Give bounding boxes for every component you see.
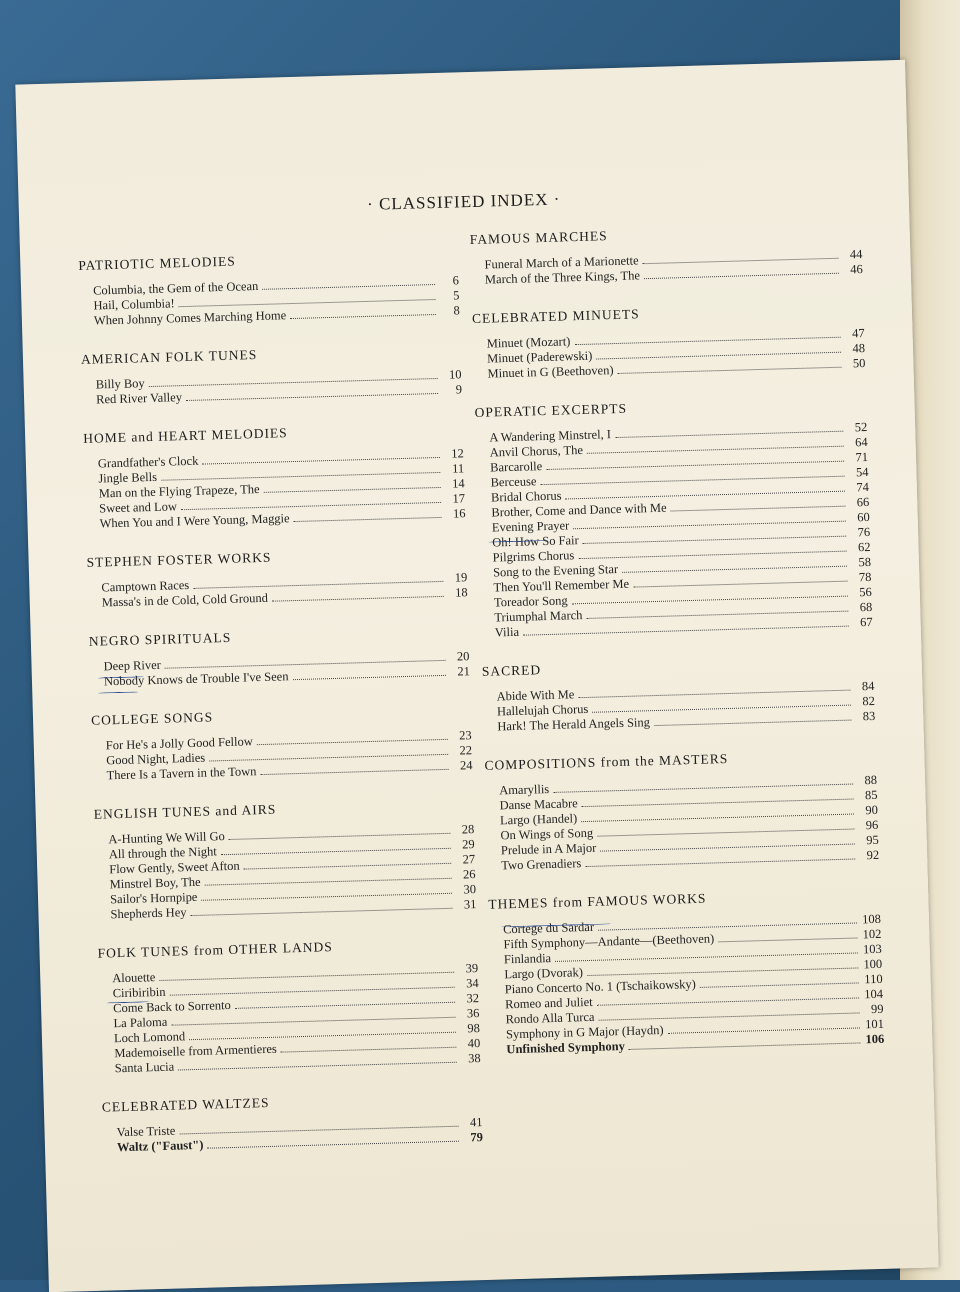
entry-page-number: 60 <box>857 509 870 525</box>
entry-page-number: 106 <box>865 1031 885 1047</box>
entry-page-number: 27 <box>462 852 476 867</box>
entry-title: Minuet in G (Beethoven) <box>487 363 614 381</box>
entry-page-number: 28 <box>461 822 475 837</box>
dot-leader <box>523 626 849 636</box>
entry-page-number: 66 <box>856 494 870 510</box>
entry-title: Good Night, Ladies <box>106 750 206 768</box>
dot-leader <box>294 517 442 522</box>
entry-title: Red River Valley <box>95 390 183 407</box>
dot-leader <box>618 367 842 374</box>
entry-title: Danse Macabre <box>499 796 578 813</box>
entry-title: Cortege du Sardar <box>502 919 595 937</box>
entry-page-number: 11 <box>451 461 465 476</box>
entry-title: Evening Prayer <box>491 518 570 535</box>
dot-leader <box>293 675 446 680</box>
entry-title: Finlandia <box>503 951 552 967</box>
entry-page-number: 20 <box>456 649 470 664</box>
entry-page-number: 30 <box>463 882 477 897</box>
entry-page-number: 103 <box>862 941 882 957</box>
entry-title: Camptown Races <box>101 578 190 595</box>
right-column <box>470 221 886 1081</box>
entry-page-number: 76 <box>857 524 871 540</box>
entry-title: La Paloma <box>113 1014 168 1031</box>
entry-title: Nobody Knows de Trouble I've Seen <box>103 669 289 689</box>
entry-title: Hail, Columbia! <box>93 296 175 313</box>
entry-title: Shepherds Hey <box>110 905 187 922</box>
entry-title: Columbia, the Gem of the Ocean <box>92 278 259 298</box>
entry-page-number: 31 <box>463 897 477 912</box>
entry-page-number: 102 <box>862 926 882 942</box>
dot-leader <box>644 273 839 279</box>
entry-title: Two Grenadiers <box>501 856 582 873</box>
entry-page-number: 40 <box>467 1036 481 1051</box>
book-page <box>15 60 938 1292</box>
section-title: STEPHEN FOSTER WORKS <box>86 549 272 570</box>
entry-page-number: 79 <box>470 1130 484 1145</box>
entry-title: Santa Lucia <box>114 1059 175 1076</box>
section-title: OPERATIC EXCERPTS <box>474 400 628 420</box>
entry-page-number: 9 <box>455 382 463 397</box>
section-celebrated-waltzes <box>102 1089 483 1156</box>
section-celebrated-minuets <box>472 300 866 382</box>
entry-page-number: 104 <box>864 986 884 1002</box>
dot-leader <box>260 769 448 775</box>
entry-title: All through the Night <box>108 844 217 862</box>
entry-page-number: 83 <box>862 708 876 724</box>
entry-title: Grandfather's Clock <box>97 453 199 471</box>
entry-page-number: 32 <box>466 991 480 1006</box>
entry-page-number: 29 <box>462 837 475 852</box>
section-title: HOME and HEART MELODIES <box>83 425 288 446</box>
entry-title: Berceuse <box>490 474 537 490</box>
section-title: SACRED <box>481 662 542 679</box>
section-american-folk-tunes <box>81 341 462 408</box>
entry-page-number: 56 <box>859 584 873 600</box>
entry-page-number: 12 <box>451 446 464 461</box>
dot-leader <box>272 596 444 602</box>
entry-title: Then You'll Remember Me <box>493 576 630 595</box>
entry-title: Symphony in G Major (Haydn) <box>505 1022 664 1042</box>
entry-page-number: 54 <box>855 464 869 480</box>
entry-page-number: 22 <box>459 743 473 758</box>
entry-page-number: 95 <box>866 832 879 848</box>
section-english-tunes-and-airs <box>94 796 477 923</box>
entry-page-number: 23 <box>458 728 472 743</box>
entry-page-number: 88 <box>864 772 878 788</box>
entry-title: Song to the Evening Star <box>492 562 619 580</box>
entry-page-number: 92 <box>866 847 880 863</box>
entry-page-number: 50 <box>852 356 866 371</box>
entry-title: Mademoiselle from Armentieres <box>114 1041 277 1061</box>
entry-title: Barcarolle <box>489 459 543 475</box>
entry-title: On Wings of Song <box>500 825 594 843</box>
entry-title: Hallelujah Chorus <box>496 701 589 719</box>
entry-title: March of the Three Kings, The <box>484 268 641 287</box>
entry-title: Minuet (Mozart) <box>486 334 571 351</box>
entry-page-number: 6 <box>452 273 460 288</box>
section-title: FOLK TUNES from OTHER LANDS <box>97 939 333 961</box>
entry-page-number: 84 <box>861 678 875 694</box>
entry-title: For He's a Jolly Good Fellow <box>105 734 253 753</box>
section-compositions-from-the-masters <box>484 747 879 874</box>
entry-page-number: 21 <box>457 664 471 679</box>
entry-title: Man on the Flying Trapeze, The <box>98 482 260 501</box>
entry-title: Oh! How So Fair <box>492 533 579 550</box>
entry-title: Brother, Come and Dance with Me <box>491 500 667 520</box>
entry-title: Jingle Bells <box>98 469 158 486</box>
entry-page-number: 67 <box>859 614 873 630</box>
entry-page-number: 74 <box>856 479 870 495</box>
entry-page-number: 78 <box>858 569 872 585</box>
left-column <box>78 247 484 1178</box>
section-operatic-excerpts <box>474 394 872 641</box>
entry-title: Prelude in A Major <box>500 840 597 858</box>
entry-title: Minstrel Boy, The <box>109 874 201 892</box>
entry-page-number: 10 <box>448 367 462 382</box>
entry-title: Abide With Me <box>496 687 575 704</box>
entry-title: Sailor's Hornpipe <box>109 889 198 907</box>
section-title: NEGRO SPIRITUALS <box>88 629 232 649</box>
page-title <box>19 180 909 225</box>
entry-page-number: 5 <box>452 288 460 303</box>
entry-page-number: 36 <box>466 1006 480 1021</box>
section-college-songs <box>91 702 473 784</box>
entry-page-number: 16 <box>452 506 466 521</box>
section-title: THEMES from FAMOUS WORKS <box>488 890 707 912</box>
dot-leader <box>191 908 453 916</box>
entry-title: Fifth Symphony—Andante—(Beethoven) <box>503 931 715 952</box>
dot-leader <box>654 720 851 727</box>
dot-leader <box>178 1062 457 1071</box>
entry-title: Sweet and Low <box>98 499 178 516</box>
entry-title: Triumphal March <box>494 608 583 625</box>
section-folk-tunes-from-other-lands <box>97 935 481 1077</box>
entry-page-number: 17 <box>452 491 466 506</box>
section-title: PATRIOTIC MELODIES <box>78 253 236 273</box>
entry-page-number: 82 <box>862 693 876 709</box>
entry-title: Valse Triste <box>116 1123 176 1140</box>
entry-page-number: 68 <box>859 599 873 615</box>
section-title: ENGLISH TUNES and AIRS <box>93 801 277 822</box>
entry-title: A Wandering Minstrel, I <box>489 427 612 445</box>
entry-title: Bridal Chorus <box>490 488 562 505</box>
entry-title: Hark! The Herald Angels Sing <box>497 715 651 734</box>
entry-page-number: 14 <box>451 476 465 491</box>
title-text: CLASSIFIED INDEX <box>378 189 549 214</box>
entry-title: Loch Lomond <box>113 1029 186 1046</box>
entry-title: When You and I Were Young, Maggie <box>99 511 290 531</box>
entry-page-number: 41 <box>469 1115 483 1130</box>
entry-page-number: 90 <box>865 802 879 818</box>
entry-title: A-Hunting We Will Go <box>108 829 226 847</box>
entry-title: Largo (Dvorak) <box>504 965 584 982</box>
entry-page-number: 19 <box>454 570 468 585</box>
dot-leader <box>629 1042 860 1049</box>
entry-title: When Johnny Comes Marching Home <box>93 308 287 328</box>
entry-page-number: 99 <box>870 1001 884 1017</box>
entry-page-number: 48 <box>852 341 866 356</box>
entry-title: Deep River <box>103 657 162 674</box>
dot-leader <box>290 314 436 319</box>
entry-page-number: 34 <box>465 976 479 991</box>
entry-title: Rondo Alla Turca <box>505 1009 595 1027</box>
section-sacred <box>482 653 876 735</box>
entry-title: Unfinished Symphony <box>506 1039 626 1057</box>
entry-page-number: 18 <box>454 585 468 600</box>
entry-page-number: 110 <box>864 971 883 987</box>
section-home-and-heart-melodies <box>83 420 466 532</box>
entry-title: Piano Concerto No. 1 (Tschaikowsky) <box>504 977 696 997</box>
entry-page-number: 85 <box>864 787 878 803</box>
entry-page-number: 62 <box>857 539 871 555</box>
entry-title: Alouette <box>112 970 156 986</box>
section-stephen-foster-works <box>86 544 467 611</box>
entry-title: Come Back to Sorrento <box>112 998 231 1016</box>
dot-leader <box>208 1141 459 1149</box>
entry-page-number: 100 <box>863 956 883 972</box>
section-famous-marches <box>470 221 863 288</box>
entry-title: Amaryllis <box>499 782 550 798</box>
section-title: COLLEGE SONGS <box>90 709 214 728</box>
entry-title: Vilia <box>494 624 520 640</box>
entry-title: Funeral March of a Marionette <box>484 253 639 272</box>
section-title: AMERICAN FOLK TUNES <box>80 347 258 367</box>
entry-title: Ciribiribin <box>112 984 166 1001</box>
dot-leader <box>186 393 438 401</box>
entry-page-number: 101 <box>864 1016 885 1032</box>
dot-leader <box>718 937 857 942</box>
entry-page-number: 44 <box>849 247 863 262</box>
title-dash-right: · <box>548 189 561 209</box>
dot-leader <box>700 982 859 987</box>
section-themes-from-famous-works <box>488 886 884 1058</box>
entry-page-number: 24 <box>459 758 473 773</box>
section-title: CELEBRATED MINUETS <box>471 306 640 326</box>
entry-page-number: 47 <box>851 326 865 341</box>
entry-title: Minuet (Paderewski) <box>486 348 593 366</box>
entry-page-number: 64 <box>854 435 868 450</box>
section-title: CELEBRATED WALTZES <box>101 1094 270 1115</box>
entry-title: Anvil Chorus, The <box>489 442 584 460</box>
section-title: FAMOUS MARCHES <box>469 228 608 248</box>
entry-title: There Is a Tavern in the Town <box>106 764 257 783</box>
entry-page-number: 8 <box>453 303 460 318</box>
dot-leader <box>585 859 855 868</box>
entry-title: Romeo and Juliet <box>504 994 593 1012</box>
entry-title: Massa's in de Cold, Cold Ground <box>101 590 269 610</box>
entry-title: Largo (Handel) <box>499 811 578 828</box>
entry-page-number: 39 <box>465 961 479 976</box>
entry-page-number: 71 <box>855 449 869 465</box>
section-title: COMPOSITIONS from the MASTERS <box>484 751 729 773</box>
entry-page-number: 52 <box>854 420 868 435</box>
entry-page-number: 26 <box>462 867 476 882</box>
section-negro-spirituals <box>89 623 470 690</box>
entry-page-number: 46 <box>850 262 863 277</box>
entry-title: Billy Boy <box>95 376 145 392</box>
entry-page-number: 96 <box>865 817 879 833</box>
entry-title: Flow Gently, Sweet Afton <box>109 858 240 877</box>
entry-page-number: 58 <box>858 554 872 570</box>
entry-page-number: 38 <box>467 1051 481 1066</box>
entry-title: Waltz ("Faust") <box>116 1137 204 1155</box>
title-dash-left: · <box>366 194 380 214</box>
entry-page-number: 98 <box>467 1021 481 1036</box>
section-patriotic-melodies <box>78 247 460 329</box>
entry-page-number: 108 <box>861 911 882 927</box>
entry-title: Toreador Song <box>493 593 568 610</box>
entry-title: Pilgrims Chorus <box>492 548 575 565</box>
